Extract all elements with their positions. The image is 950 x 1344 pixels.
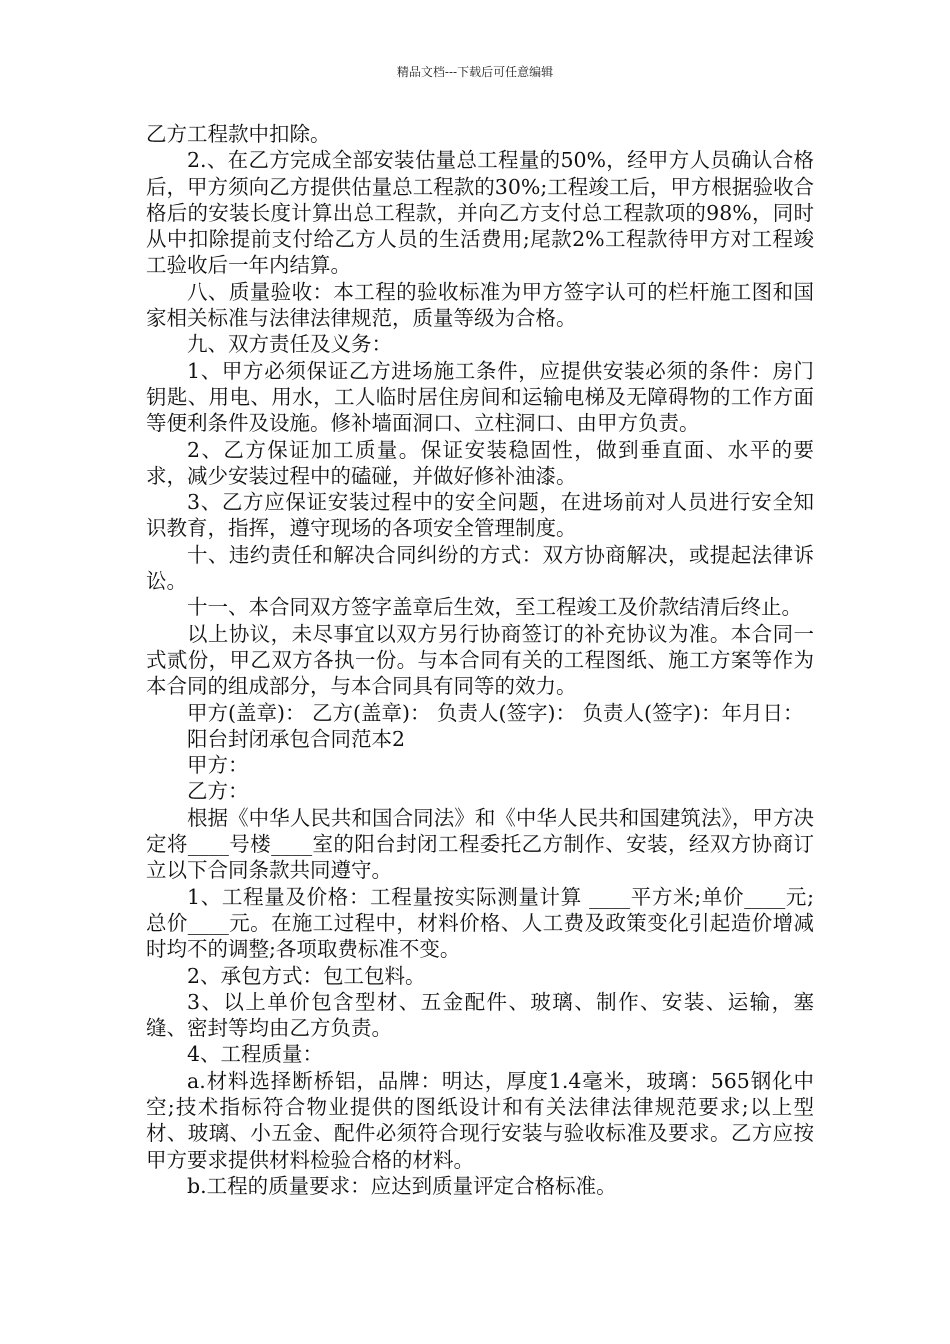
paragraph: 八、质量验收：本工程的验收标准为甲方签字认可的栏杆施工图和国家相关标准与法律法律规范，质量等级为合格。 [146,279,814,331]
paragraph: 以上协议，未尽事宜以双方另行协商签订的补充协议为准。本合同一式贰份，甲乙双方各执一份。与本合同有关的工程图纸、施工方案等作为本合同的组成部分，与本合同具有同等的效力。 [146,621,814,699]
paragraph: a.材料选择断桥铝，品牌：明达，厚度1.4毫米，玻璃：565钢化中空;技术指标符合物业提供的图纸设计和有关法律法律规范要求;以上型材、玻璃、小五金、配件必须符合现行安装与验收标准及要求。乙方应按甲方要求提供材料检验合格的材料。 [146,1068,814,1172]
section-heading: 4、工程质量： [187,1042,324,1067]
paragraph: 乙方工程款中扣除。 [146,122,331,146]
party-a-line: 甲方： [187,753,249,778]
paragraph: 3、乙方应保证安装过程中的安全问题，在进场前对人员进行安全知识教育，指挥，遵守现场的各项安全管理制度。 [146,490,814,541]
paragraph: 根据《中华人民共和国合同法》和《中华人民共和国建筑法》，甲方决定将____号楼____室的阳台封闭工程委托乙方制作、安装，经双方协商订立以下合同条款共同遵守。 [146,805,814,883]
paragraph: 2、乙方保证加工质量。保证安装稳固性，做到垂直面、水平的要求，减少安装过程中的磕碰，并做好修补油漆。 [146,437,814,488]
paragraph: 十、违约责任和解决合同纠纷的方式：双方协商解决，或提起法律诉讼。 [146,542,814,594]
paragraph: 2.、在乙方完成全部安装估量总工程量的50%，经甲方人员确认合格后，甲方须向乙方提供估量总工程款的30%;工程竣工后，甲方根据验收合格后的安装长度计算出总工程款，并向乙方支付总工程款项的98%，同时从中扣除提前支付给乙方人员的生活费用;尾款2%工程款待甲方对工程竣工验收后一年内结算。 [146,148,814,278]
paragraph: 3、以上单价包含型材、五金配件、玻璃、制作、安装、运输，塞缝、密封等均由乙方负责。 [146,989,814,1041]
paragraph: 1、工程量及价格：工程量按实际测量计算 ____平方米;单价____元;总价____元。在施工过程中，材料价格、人工费及政策变化引起造价增减时均不的调整;各项取费标准不变。 [146,884,814,962]
paragraph: 1、甲方必须保证乙方进场施工条件，应提供安装必须的条件：房门钥匙、用电、用水，工人临时居住房间和运输电梯及无障碍物的工作方面等便利条件及设施。修补墙面洞口、立柱洞口、由甲方负责。 [146,358,814,436]
section-heading: 九、双方责任及义务： [187,332,392,357]
page-header: 精品文档---下载后可任意编辑 [396,65,554,79]
paragraph: 十一、本合同双方签字盖章后生效，至工程竣工及价款结清后终止。 [187,595,802,620]
contract-title: 阳台封闭承包合同范本2 [187,726,406,751]
paragraph: b.工程的质量要求：应达到质量评定合格标准。 [187,1173,617,1198]
signature-line: 甲方(盖章)： 乙方(盖章)： 负责人(签字)： 负责人(签字)：年月日： [187,700,804,725]
paragraph: 2、承包方式：包工包料。 [187,963,426,988]
party-b-line: 乙方： [187,779,249,804]
document-body [146,121,814,1199]
